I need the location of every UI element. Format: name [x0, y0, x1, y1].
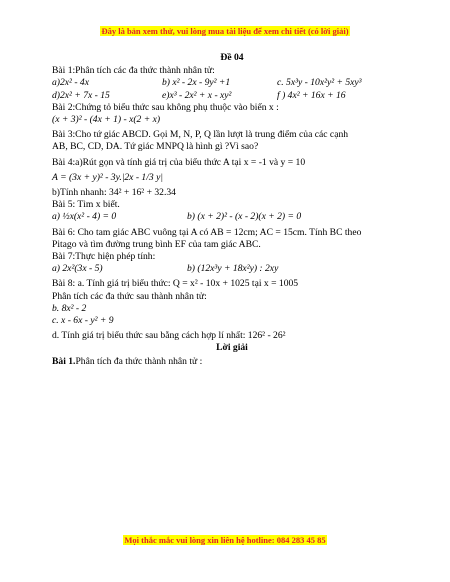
exercise-1-f: f ) 4x² + 16x + 16 — [277, 89, 346, 101]
exercise-1-c: c. 5x³y - 10x²y² + 5xy³ — [277, 77, 362, 89]
exercise-1-row-2 — [52, 90, 412, 102]
exercise-4-b: b)Tính nhanh: 34² + 16² + 32.34 — [52, 187, 176, 199]
exercise-4-expression: A = (3x + y)² - 3y.|2x - 1/3 y| — [52, 171, 163, 183]
exercise-5-a: a) ½x(x² - 4) = 0 — [52, 211, 117, 223]
document-body — [52, 52, 412, 368]
exercise-3-line-1: Bài 3:Cho tứ giác ABCD. Gọi M, N, P, Q lần lượt là trung điểm của các cạnh — [52, 129, 349, 141]
exercise-1-e: e)x³ - 2x² + x - xy² — [162, 89, 232, 101]
exercise-1-a: a)2x² - 4x — [52, 77, 89, 89]
exercise-1-b: b) x² - 2x - 9y² +1 — [162, 77, 231, 89]
exercise-8-line-1: Bài 8: a. Tính giá trị biểu thức: Q = x² - 10x + 1025 tại x = 1005 — [52, 278, 299, 290]
exercise-5-row — [52, 211, 412, 223]
exercise-6-line-2: Pitago và tìm đường trung bình EF của tam giác ABC. — [52, 238, 261, 250]
exercise-7-row — [52, 263, 412, 275]
solution-title: Lời giải — [216, 342, 248, 354]
exercise-7-a: a) 2x²(3x - 5) — [52, 263, 103, 275]
exercise-5-b: b) (x + 2)² - (x - 2)(x + 2) = 0 — [187, 211, 302, 223]
exercise-1-label: Bài 1:Phân tích các đa thức thành nhân tử: — [52, 65, 215, 77]
exercise-2-label: Bài 2:Chứng tỏ biểu thức sau không phụ thuộc vào biến x : — [52, 101, 279, 113]
exercise-7-b: b) (12x³y + 18x²y) : 2xy — [187, 263, 279, 275]
preview-notice-banner: Đây là bản xem thử, vui lòng mua tài liệu để xem chi tiết (có lời giải) — [101, 26, 349, 36]
solution-exercise-1-label: Bài 1. — [52, 355, 76, 367]
page-title: Đề 04 — [220, 52, 244, 63]
exercise-7-label: Bài 7:Thực hiện phép tính: — [52, 251, 156, 263]
exercise-1-row-1 — [52, 77, 412, 89]
exercise-3-line-2: AB, BC, CD, DA. Tứ giác MNPQ là hình gì ?Vì sao? — [52, 141, 259, 153]
hotline-banner: Mọi thắc mắc vui lòng xin liên hệ hotline: 084 283 45 85 — [124, 535, 326, 545]
solution-exercise-1 — [52, 356, 412, 368]
exercise-8-d: d. Tính giá trị biểu thức sau bằng cách hợp lí nhất: 126² - 26² — [52, 330, 286, 342]
exercise-8-c: c. x - 6x - y² + 9 — [52, 315, 114, 327]
exercise-6-line-1: Bài 6: Cho tam giác ABC vuông tại A có AB = 12cm; AC = 15cm. Tính BC theo — [52, 226, 362, 238]
exercise-2-expression: (x + 3)² - (4x + 1) - x(2 + x) — [52, 114, 161, 126]
exercise-8-b: b. 8x² - 2 — [52, 302, 87, 314]
exercise-8-line-2: Phân tích các đa thức sau thành nhân tử: — [52, 290, 207, 302]
solution-exercise-1-text: Phân tích đa thức thành nhân tử : — [75, 355, 203, 367]
exercise-5-label: Bài 5: Tìm x biết. — [52, 199, 120, 211]
exercise-4-label: Bài 4:a)Rút gọn và tính giá trị của biểu thức A tại x = -1 và y = 10 — [52, 156, 306, 168]
exercise-1-d: d)2x² + 7x - 15 — [52, 89, 110, 101]
